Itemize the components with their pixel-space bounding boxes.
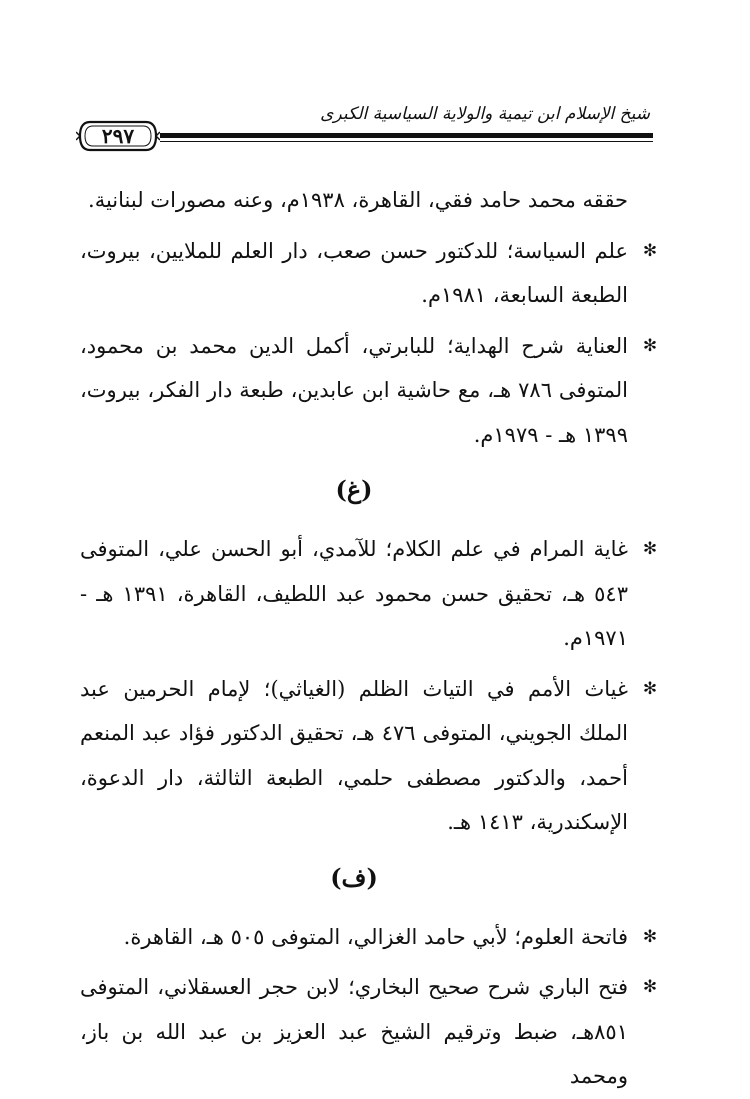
page-number: ٢٩٧ bbox=[101, 124, 135, 148]
bibliography-entry bbox=[80, 178, 658, 223]
entry-text: العناية شرح الهداية؛ للبابرتي، أكمل الدين محمد بن محمود، المتوفى ٧٨٦ هـ، مع حاشية ابن عابدين، طبعة دار الفكر، بيروت، ١٣٩٩ هـ - ١٩٧٩م. bbox=[80, 333, 628, 447]
bibliography-entry bbox=[80, 667, 658, 845]
asterisk-icon: ✻ bbox=[642, 977, 658, 997]
entry-text: حققه محمد حامد فقي، القاهرة، ١٩٣٨م، وعنه مصورات لبنانية. bbox=[88, 188, 628, 212]
asterisk-icon: ✻ bbox=[642, 335, 658, 356]
section-heading-gh: (غ) bbox=[335, 475, 373, 504]
asterisk-icon: ✻ bbox=[642, 678, 658, 699]
entry-text: علم السياسة؛ للدكتور حسن صعب، دار العلم للملايين، بيروت، الطبعة السابعة، ١٩٨١م. bbox=[80, 238, 628, 307]
page-number-ornament bbox=[76, 118, 160, 154]
entry-text: غاية المرام في علم الكلام؛ للآمدي، أبو الحسن علي، المتوفى ٥٤٣ هـ، تحقيق حسن محمود عبد اللطيف، القاهرة، ١٣٩١ هـ - ١٩٧١م. bbox=[80, 537, 628, 650]
asterisk-icon: ✻ bbox=[642, 926, 658, 947]
entry-text: فتح الباري شرح صحيح البخاري؛ لابن حجر العسقلاني، المتوفى ٨٥١هـ، ضبط وترقيم الشيخ عبد العزيز بن عبد الله بن باز، ومحمد bbox=[80, 975, 628, 1088]
bibliography-entry bbox=[80, 229, 658, 318]
header-rule-thick bbox=[160, 133, 653, 138]
entry-text: غياث الأمم في التياث الظلم (الغياثي)؛ لإمام الحرمين عبد الملك الجويني، المتوفى ٤٧٦ هـ، تحقيق الدكتور فؤاد عبد المنعم أحمد، والدكتور مصطفى حلمي، الطبعة الثالثة، دار الدعوة، الإسكندرية، ١٤١٣ هـ. bbox=[80, 676, 628, 834]
entry-text: فاتحة العلوم؛ لأبي حامد الغزالي، المتوفى ٥٠٥ هـ، القاهرة. bbox=[123, 924, 628, 949]
bibliography-body bbox=[80, 178, 658, 1099]
asterisk-icon: ✻ bbox=[642, 240, 658, 261]
asterisk-icon: ✻ bbox=[642, 539, 658, 559]
bibliography-entry bbox=[80, 965, 658, 1099]
header-rule-thin bbox=[160, 141, 653, 142]
running-header-title: شيخ الإسلام ابن تيمية والولاية السياسية الكبرى bbox=[320, 104, 650, 124]
bibliography-entry bbox=[80, 527, 658, 661]
bibliography-entry bbox=[80, 915, 658, 960]
section-heading-fa: (ف) bbox=[330, 862, 378, 892]
bibliography-entry bbox=[80, 324, 658, 458]
